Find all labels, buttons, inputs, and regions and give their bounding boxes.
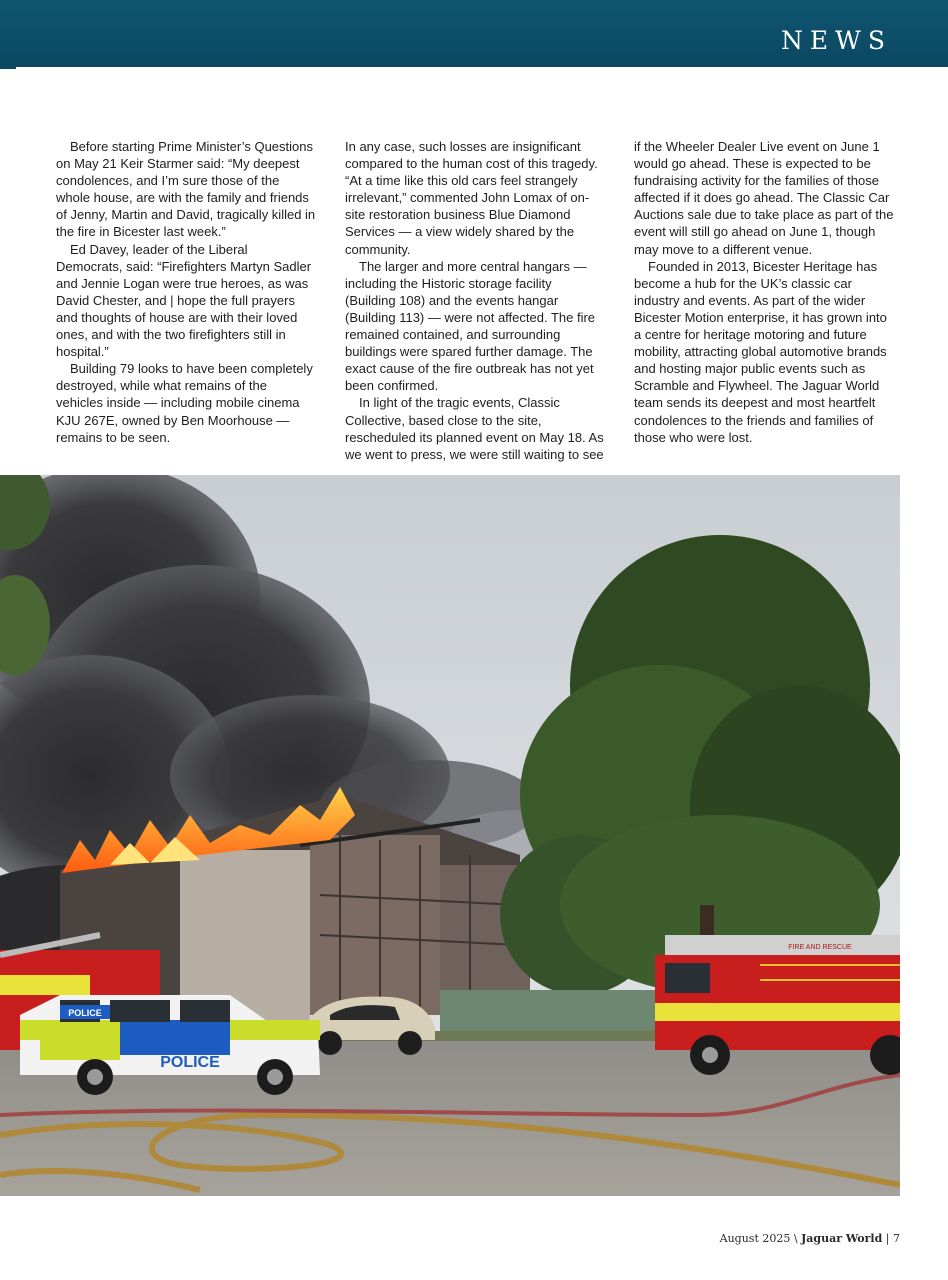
article-body	[56, 138, 894, 463]
header-bar	[0, 0, 948, 67]
article-column-3	[634, 138, 894, 463]
police-livery-text: POLICE	[160, 1054, 220, 1071]
header-corner-accent	[0, 66, 16, 69]
police-badge-text: POLICE	[68, 1008, 102, 1018]
paragraph: Founded in 2013, Bicester Heritage has become a hub for the UK’s classic car industry and events. As part of the wider Bicester Motion enterprise, it has grown into a centre for heritage motoring and future mobility, attracting global automotive brands and hosting major public events such as Scramble and Flywheel. The Jaguar World team sends its deepest and most heartfelt condolences to the friends and families of those who were lost.	[634, 258, 887, 445]
paragraph: if the Wheeler Dealer Live event on June 1 would go ahead. These is expected to be fundraising activity for the families of those affected if it does go ahead. The Classic Car Auctions sale due to take place as part of the event will still go ahead on June 1, though may move to a different venue.	[634, 139, 894, 257]
paragraph: The larger and more central hangars — including the Historic storage facility (Building 108) and the events hangar (Building 113) — were not affected. The fire remained contained, and surrounding buildings were spared further damage. The exact cause of the fire outbreak has not yet been confirmed.	[345, 258, 596, 394]
paragraph: Before starting Prime Minister’s Questions on May 21 Keir Starmer said: “My deepest condolences, and I’m sure those of the whole house, are with the family and friends of Jenny, Martin and David, tragically killed in the fire in Bicester last week.”	[56, 139, 316, 240]
section-label: NEWS	[781, 26, 892, 55]
paragraph: Ed Davey, leader of the Liberal Democrats, said: “Firefighters Martyn Sadler and Jennie Logan were true heroes, as was David Chester, and | hope the full prayers and thoughts of house are with their loved ones, and with the two firefighters still in hospital.”	[56, 241, 312, 360]
green-fence	[440, 990, 655, 1035]
paragraph: Building 79 looks to have been completely destroyed, while what remains of the vehicles inside — including mobile cinema KJU 267E, owned by Ben Moorhouse — remains to be seen.	[56, 361, 313, 445]
article-column-1	[56, 138, 316, 463]
fire-engine-label: FIRE AND RESCUE	[788, 944, 852, 951]
paragraph: In any case, such losses are insignificant compared to the human cost of this tragedy. “At a time like this old cars feel strangely irrelevant,” commented John Lomax of on-site restoration business Blue Diamond Services — a view widely shared by the community.	[345, 139, 598, 257]
magazine-name: Jaguar World	[801, 1232, 883, 1245]
fire-photo	[0, 475, 900, 1196]
issue-date: August 2025 \	[719, 1232, 802, 1245]
page-footer	[720, 1232, 900, 1245]
article-column-2	[345, 138, 605, 463]
folio-separator: |	[882, 1232, 893, 1245]
paragraph: In light of the tragic events, Classic Collective, based close to the site, rescheduled its planned event on May 18. As we went to press, we were still waiting to see	[345, 395, 604, 462]
page-number: 7	[893, 1232, 900, 1245]
